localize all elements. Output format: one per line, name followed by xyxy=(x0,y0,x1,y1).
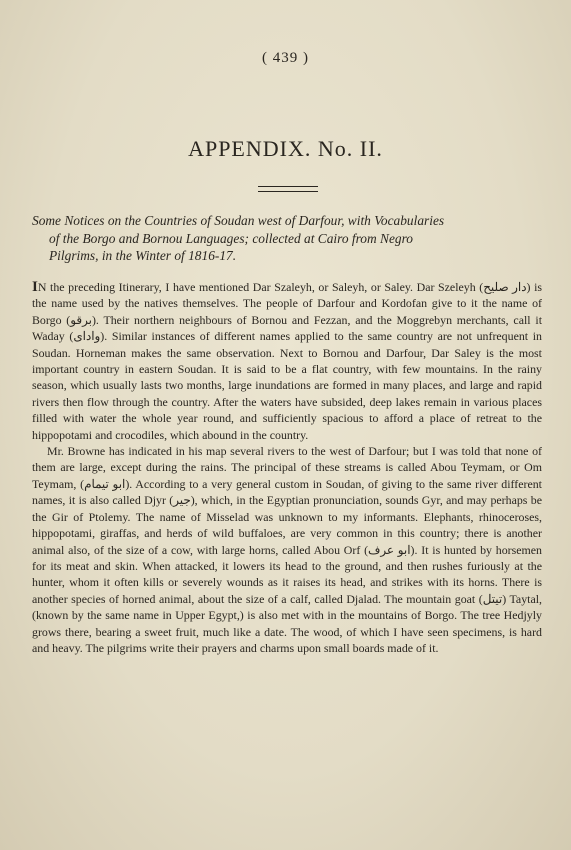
paragraph-2 xyxy=(32,443,542,656)
appendix-subtitle xyxy=(32,212,542,265)
subtitle-line-3: Pilgrims, in the Winter of 1816-17. xyxy=(49,248,237,263)
paragraph-1 xyxy=(32,279,542,443)
title-rule-bottom xyxy=(258,191,318,192)
appendix-title: APPENDIX. No. II. xyxy=(188,136,383,161)
paragraph-2-text: Mr. Browne has indicated in his map several rivers to the west of Darfour; but I was told that none of them are large, except during the rains. The principal of these streams is called Abou Teymam, or Om Teymam, (ابو تيمام). According to a very general custom in Soudan, of giving to the same river different names, it is also called Djyr (جير), which, in the Egyptian pronunciation, sounds Gyr, and may perhaps be the Gir of Ptolemy. The name of Misselad was unknown to my informants. Elephants, rhinoceroses, hippopotami, giraffas, and herds of wild buffaloes, are very common in this country; there is another animal also, of the size of a cow, with large horns, called Abou Orf (ابو عرف). It is hunted by horsemen for its meat and skin. When attacked, it lowers its head to the ground, and then rushes furiously at the hunter, whom it often kills or severely wounds as it raises its head, and strikes with its horns. There is another species of horned animal, about the size of a calf, called Djalad. The mountain goat (تيتل) Taytal, (known by the same name in Upper Egypt,) is also met with in the mountains of Borgo. The tree Hedjyly grows there, bearing a sweet fruit, much like a date. The wood, of which I have seen specimens, is hard and heavy. The pilgrims write their prayers and charms upon small boards made of it. xyxy=(32,444,543,655)
title-rule-top xyxy=(258,186,318,187)
body-text xyxy=(32,279,542,656)
drop-capital: I xyxy=(32,279,38,295)
subtitle-line-2: of the Borgo and Bornou Languages; collected at Cairo from Negro xyxy=(49,230,413,246)
subtitle-line-1: Some Notices on the Countries of Soudan west of Darfour, with Vocabularies xyxy=(32,213,445,228)
paragraph-1-text: N the preceding Itinerary, I have mentioned Dar Szaleyh, or Saleyh, or Saley. Dar Szeleyh (دار صليح) is the name used by the natives themselves. The people of Darfour and Kordofan give to it the name of Borgo (برقو). Their northern neighbours of Bornou and Fezzan, and the Moggrebyn merchants, call it Waday (وادای). Similar instances of different names applied to the same country are not unfrequent in Soudan. Horneman makes the same observation. Next to Bornou and Darfour, Dar Saley is the most important country in eastern Soudan. It is said to be a flat country, with few mountains. In the rainy season, which usually lasts two months, large inundations are formed in many places, and large and rapid rivers then flow through the country. After the waters have subsided, deep lakes remain in various places filled with water the whole year round, and sufficiently spacious to afford a place of retreat to the hippopotami and crocodiles, which abound in the country. xyxy=(32,280,542,442)
page-number: ( 439 ) xyxy=(262,50,309,66)
